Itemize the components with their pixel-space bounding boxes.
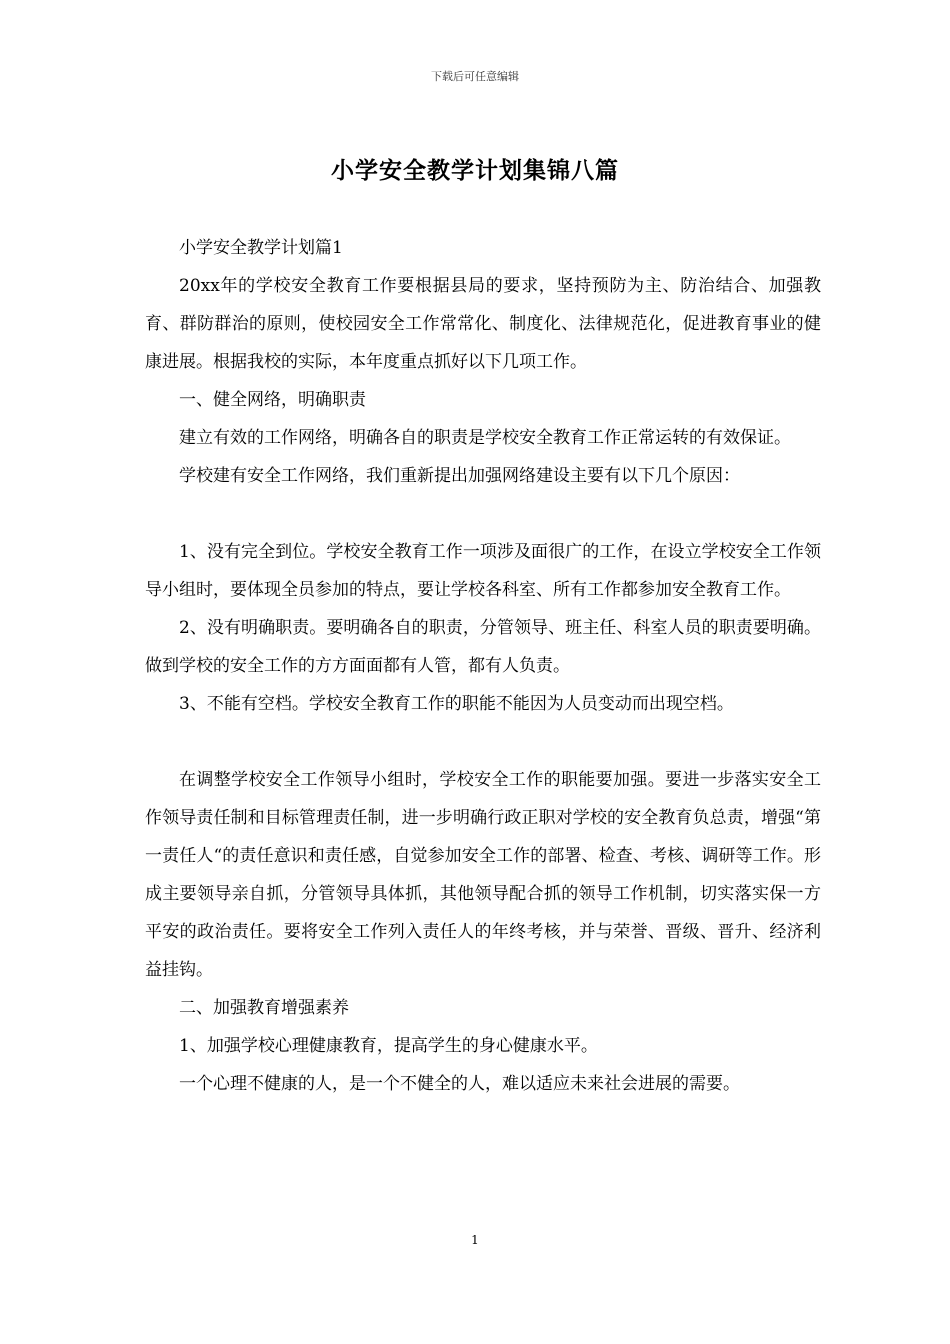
section-heading: 小学安全教学计划篇1 xyxy=(179,238,343,258)
paragraph-gap xyxy=(145,495,821,533)
header-note: 下载后可任意编辑 xyxy=(431,70,519,83)
document-title: 小学安全教学计划集锦八篇 xyxy=(331,157,619,184)
paragraph: 建立有效的工作网络，明确各自的职责是学校安全教育工作正常运转的有效保证。 xyxy=(179,428,791,448)
paragraph-gap xyxy=(145,723,821,761)
paragraph: 1、没有完全到位。学校安全教育工作一项涉及面很广的工作，在设立学校安全工作领导小组时，要体现全员参加的特点，要让学校各科室、所有工作都参加安全教育工作。 xyxy=(145,542,821,600)
paragraph: 2、没有明确职责。要明确各自的职责，分管领导、班主任、科室人员的职责要明确。做到学校的安全工作的方方面面都有人管，都有人负责。 xyxy=(145,618,821,676)
paragraph: 一个心理不健康的人，是一个不健全的人，难以适应未来社会进展的需要。 xyxy=(179,1074,740,1094)
paragraph: 3、不能有空档。学校安全教育工作的职能不能因为人员变动而出现空档。 xyxy=(179,694,734,714)
subheading: 二、加强教育增强素养 xyxy=(179,998,349,1018)
subheading: 一、健全网络，明确职责 xyxy=(179,390,366,410)
paragraph: 在调整学校安全工作领导小组时，学校安全工作的职能要加强。要进一步落实安全工作领导责任制和目标管理责任制，进一步明确行政正职对学校的安全教育负总责，增强“第一责任人“的责任意识和责任感，自觉参加安全工作的部署、检查、考核、调研等工作。形成主要领导亲自抓，分管领导具体抓，其他领导配合抓的领导工作机制，切实落实保一方平安的政治责任。要将安全工作列入责任人的年终考核，并与荣誉、晋级、晋升、经济利益挂钩。 xyxy=(145,770,821,980)
paragraph: 学校建有安全工作网络，我们重新提出加强网络建设主要有以下几个原因： xyxy=(179,466,740,486)
document-body xyxy=(145,229,821,1103)
paragraph: 1、加强学校心理健康教育，提高学生的身心健康水平。 xyxy=(179,1036,598,1056)
page-number: 1 xyxy=(471,1233,479,1247)
paragraph: 20xx年的学校安全教育工作要根据县局的要求，坚持预防为主、防治结合、加强教育、群防群治的原则，使校园安全工作常常化、制度化、法律规范化，促进教育事业的健康进展。根据我校的实际，本年度重点抓好以下几项工作。 xyxy=(145,276,821,372)
